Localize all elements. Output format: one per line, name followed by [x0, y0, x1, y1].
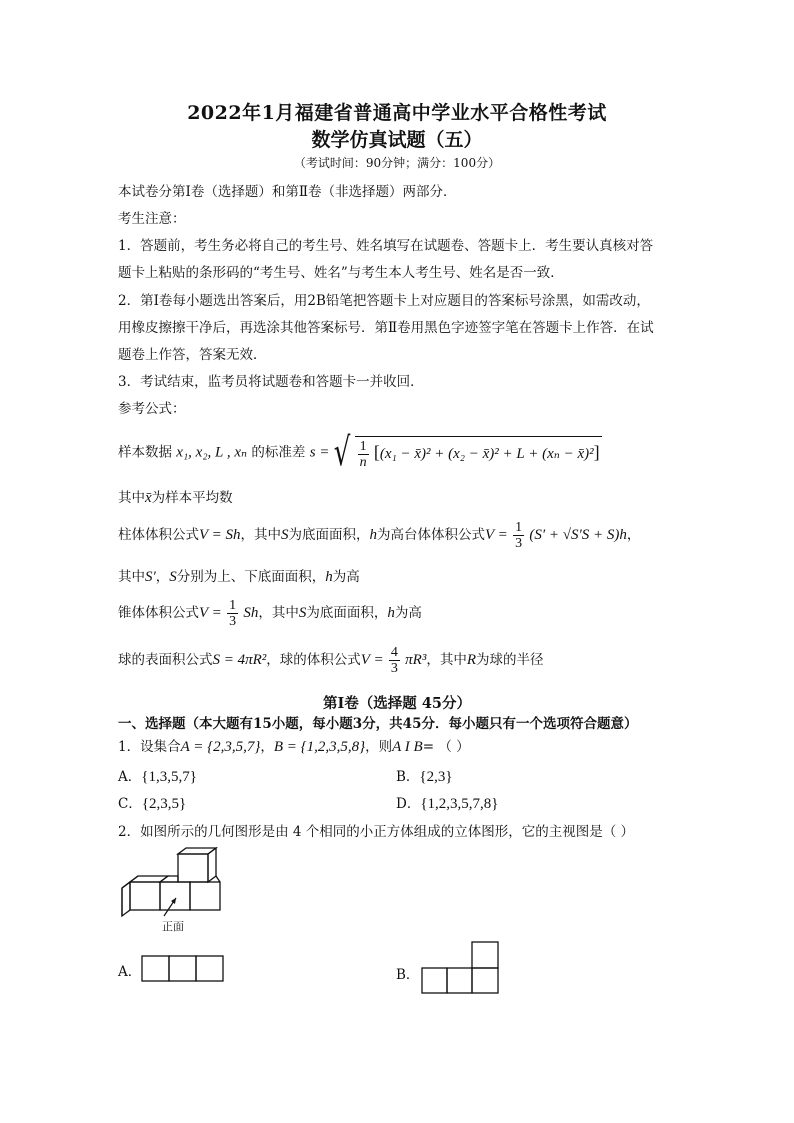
frac-1-over-3-cone: $\frac{1}{3}$ [229, 598, 237, 629]
notice-3: 3．考试结束，监考员将试题卷和答题卡一并收回． [118, 374, 424, 390]
q1-option-a: A．{1,3,5,7} [118, 769, 197, 785]
q2-option-a-label: A． [118, 964, 142, 980]
q1-option-d: D．{1,2,3,5,7,8} [396, 796, 499, 812]
exam-title: 2022年1月福建省普通高中学业水平合格性考试 [187, 102, 607, 124]
notice-heading: 考生注意： [118, 211, 186, 227]
std-vars: x₁, x₂, L , xₙ [176, 444, 248, 461]
q1-option-b: B．{2,3} [396, 769, 453, 785]
intro-structure: 本试卷分第Ⅰ卷（选择题）和第Ⅱ卷（非选择题）两部分． [118, 184, 457, 200]
formula-mean-note: 其中x̄为样本平均数 [118, 490, 233, 506]
formula-heading: 参考公式： [118, 401, 186, 417]
arrow-head-icon [171, 898, 176, 904]
notice-2c: 题卷上作答，答案无效． [118, 347, 267, 363]
std-inner: (x₁ − x̄)² + (x₂ − x̄)² + L + (xₙ − x̄)² [379, 446, 594, 462]
notice-1a: 1．答题前，考生务必将自己的考生号、姓名填写在试题卷、答题卡上．考生要认真核对答 [118, 238, 654, 254]
notice-1b: 题卡上粘贴的条形码的“考生号、姓名”与考生本人考生号、姓名是否一致． [118, 265, 564, 281]
cube-figure [118, 846, 228, 938]
section1-part-heading: 一、选择题（本大题有15小题，每小题3分，共45分．每小题只有一个选项符合题意） [118, 716, 638, 732]
exam-subtitle: 数学仿真试题（五） [311, 129, 483, 151]
section1-heading: 第Ⅰ卷（选择题 45分） [322, 695, 471, 712]
notice-2b: 用橡皮擦擦干净后，再选涂其他答案标号．第Ⅱ卷用黑色字迹签字笔在答题卡上作答．在试 [118, 320, 654, 336]
frac-1-over-3-frustum: $\frac{1}{3}$ [515, 520, 523, 551]
frac-1-over-n: $\frac{1}{n}$ [359, 439, 367, 470]
formula-std: 样本数据 x₁, x₂, L , xₙ 的标准差 s = √ $\frac{1}{n}$ [(x₁ − x̄)² + (x₂ − x̄)² + L + (xₙ − x̄)²] [118, 430, 600, 476]
q2-option-b-figure [420, 940, 502, 996]
q2-option-a-figure [140, 954, 226, 984]
frac-4-over-3: $\frac{4}{3}$ [390, 645, 398, 676]
question-2: 2．如图所示的几何图形是由 4 个相同的小正方体组成的立体图形，它的主视图是（ ） [118, 824, 635, 840]
std-lhs: s = [309, 444, 330, 461]
question-1: 1．设集合A = {2,3,5,7}，B = {1,2,3,5,8}，则A I B= （ ） [118, 739, 470, 755]
formula-frustum-note: 其中S′，S分别为上、下底面面积，h为高 [118, 569, 360, 585]
exam-info: （考试时间：90分钟；满分：100分） [293, 156, 501, 170]
sqrt-icon: √ [333, 430, 351, 476]
formula-prism-frustum: 柱体体积公式V = Sh，其中S为底面面积，h为高台体体积公式V = $\frac{1}{3}$ (S′ + √S′S + S)h， [118, 520, 641, 551]
formula-cone: 锥体体积公式V = $\frac{1}{3}$ Sh，其中S为底面面积，h为高 [118, 598, 422, 629]
sqrt-expression: √ $\frac{1}{n}$ [(x₁ − x̄)² + (x₂ − x̄)² + L + (xₙ − x̄)²] [333, 430, 600, 476]
formula-sphere: 球的表面积公式S = 4πR²，球的体积公式V = $\frac{4}{3}$ πR³，其中R为球的半径 [118, 645, 544, 676]
q1-option-c: C．{2,3,5} [118, 796, 187, 812]
front-label: 正面 [162, 921, 184, 933]
notice-2a: 2．第Ⅰ卷每小题选出答案后，用2B铅笔把答题卡上对应题目的答案标号涂黑，如需改动， [118, 293, 650, 309]
q2-option-b-label: B． [396, 967, 420, 983]
